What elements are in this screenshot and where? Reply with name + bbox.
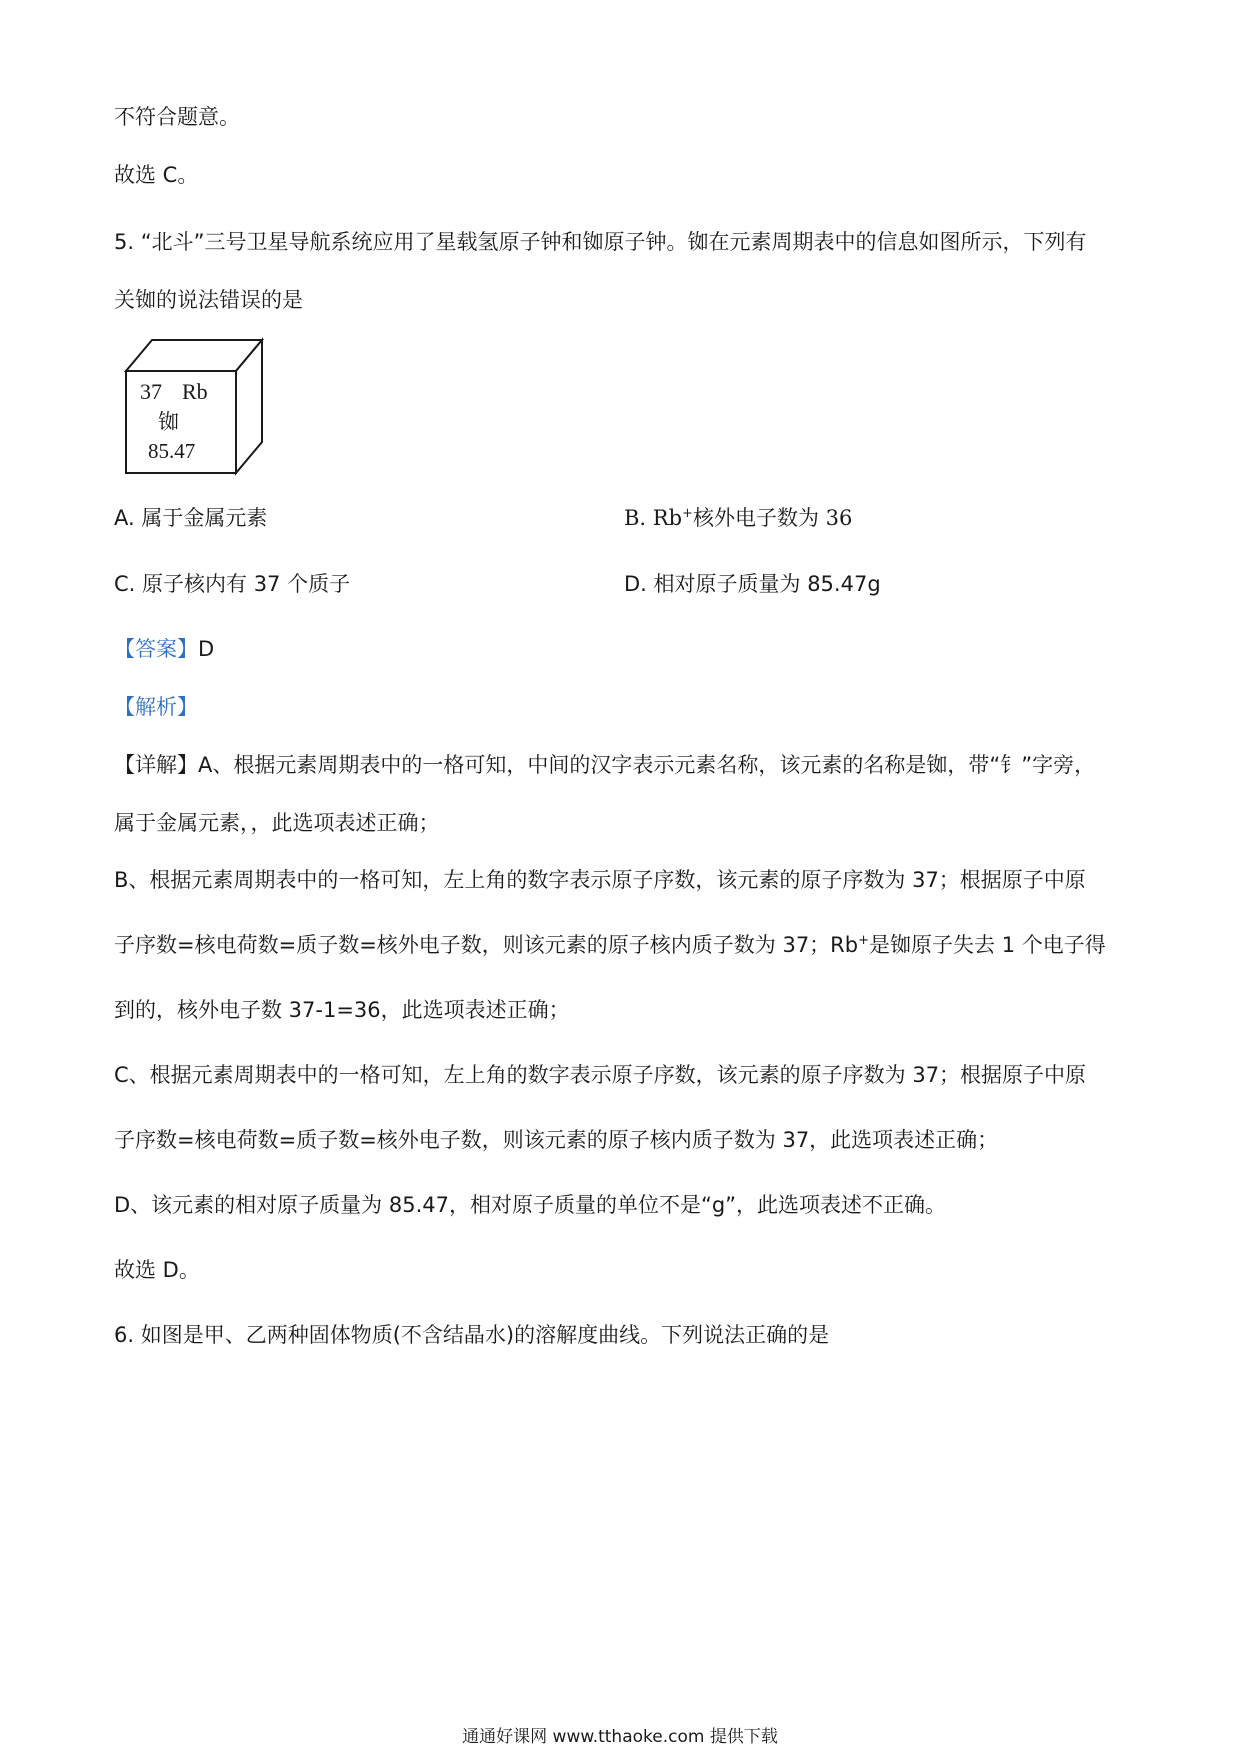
option-a: A. 属于金属元素 <box>114 506 268 530</box>
q5-stem-line-2: 关铷的说法错误的是 <box>114 288 303 312</box>
option-b-prefix: B. Rb <box>624 506 683 530</box>
option-b <box>624 503 852 533</box>
element-symbol: Rb <box>182 379 208 404</box>
answer-value: D <box>198 637 215 661</box>
q5-stem-line-1: 5. “北斗”三号卫星导航系统应用了星载氢原子钟和铷原子钟。铷在元素周期表中的信息如图所示，下列有 <box>114 230 1087 254</box>
option-b-sup: + <box>682 506 693 521</box>
option-b-suffix: 核外电子数为 36 <box>692 506 853 530</box>
detail-b-line-3: 到的，核外电子数 37-1=36，此选项表述正确； <box>114 998 570 1022</box>
intro-line-2: 故选 C。 <box>114 163 199 187</box>
q6-stem: 6. 如图是甲、乙两种固体物质(不含结晶水)的溶解度曲线。下列说法正确的是 <box>114 1323 830 1347</box>
detail-b2-prefix: 子序数=核电荷数=质子数=核外电子数，则该元素的原子核内质子数为 37；Rb <box>114 933 859 957</box>
page-footer: 通通好课网 www.tthaoke.com 提供下载 <box>462 1727 778 1747</box>
detail-b2-sup: + <box>858 933 870 948</box>
answer-line <box>114 634 214 664</box>
detail-a-line-1: 【详解】A、根据元素周期表中的一格可知，中间的汉字表示元素名称，该元素的名称是铷，带“钅”字旁， <box>114 753 1096 777</box>
intro-line-1: 不符合题意。 <box>114 105 240 129</box>
detail-conclusion: 故选 D。 <box>114 1258 200 1282</box>
answer-label: 【答案】 <box>114 637 198 661</box>
detail-c-line-1: C、根据元素周期表中的一格可知，左上角的数字表示原子序数，该元素的原子序数为 37；根据原子中原 <box>114 1063 1087 1087</box>
detail-b2-suffix: 是铷原子失去 1 个电子得 <box>869 933 1106 957</box>
element-name: 铷 <box>158 410 179 434</box>
detail-c-line-2: 子序数=核电荷数=质子数=核外电子数，则该元素的原子核内质子数为 37，此选项表述正确； <box>114 1128 999 1152</box>
option-d: D. 相对原子质量为 85.47g <box>624 572 881 596</box>
rubidium-element-cube <box>122 336 272 476</box>
element-mass: 85.47 <box>148 439 196 463</box>
detail-a-line-2: 属于金属元素，，此选项表述正确； <box>114 811 440 835</box>
detail-b-line-2 <box>114 930 1106 960</box>
detail-d-line-1: D、该元素的相对原子质量为 85.47，相对原子质量的单位不是“g”，此选项表述不正确。 <box>114 1193 947 1217</box>
option-c: C. 原子核内有 37 个质子 <box>114 572 351 596</box>
detail-b-line-1: B、根据元素周期表中的一格可知，左上角的数字表示原子序数，该元素的原子序数为 37；根据原子中原 <box>114 868 1086 892</box>
analysis-label: 【解析】 <box>114 695 198 719</box>
element-number: 37 <box>140 379 162 404</box>
